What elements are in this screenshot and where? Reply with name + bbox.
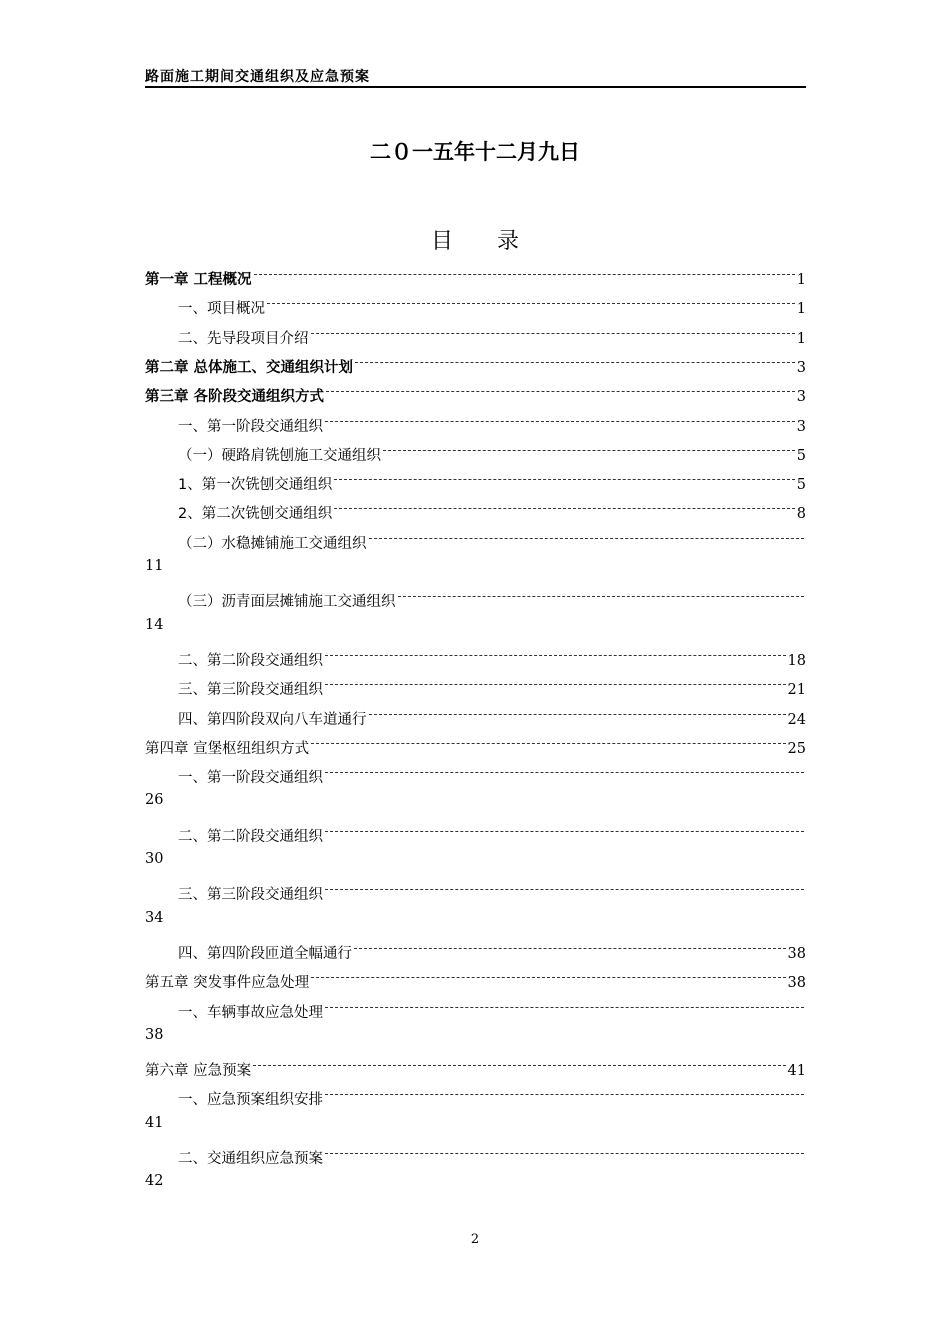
toc-entry-label: 四、第四阶段匝道全幅通行 — [178, 945, 352, 962]
toc-entry[interactable] — [145, 672, 806, 699]
toc-entry-page: 8 — [796, 506, 806, 523]
toc-entry-label: 1、第一次铣刨交通组织 — [178, 477, 333, 494]
toc-entry[interactable] — [145, 936, 806, 962]
running-header: 路面施工期间交通组织及应急预案 — [145, 69, 370, 85]
toc-entry[interactable] — [145, 965, 806, 992]
toc-entry[interactable] — [145, 584, 806, 611]
toc-leader — [367, 526, 807, 548]
toc-leader — [252, 262, 797, 284]
toc-entry-label: 一、应急预案组织安排 — [178, 1092, 323, 1109]
toc-entry-page: 1 — [796, 330, 806, 347]
toc-entry[interactable] — [145, 291, 806, 318]
toc-entry-label: 第三章 各阶段交通组织方式 — [145, 389, 325, 406]
toc-leader — [324, 379, 797, 401]
toc-entry-page: 30 — [145, 851, 164, 867]
toc-entry-label: 二、第二阶段交通组织 — [178, 828, 323, 845]
toc-entry-page: 34 — [145, 909, 164, 926]
toc-entry[interactable] — [145, 1141, 806, 1167]
toc-entry[interactable] — [145, 643, 806, 669]
toc-entry-page: 3 — [796, 359, 806, 376]
toc-entry-label: （三）沥青面层摊铺施工交通组织 — [178, 594, 396, 611]
toc-leader — [323, 877, 806, 899]
toc-entry-page: 21 — [787, 682, 806, 699]
toc-leader — [323, 1141, 806, 1163]
toc-entry-page: 5 — [796, 447, 806, 464]
toc-leader — [352, 936, 788, 958]
toc-entry-page: 5 — [796, 477, 806, 494]
toc-entry-page: 18 — [787, 652, 806, 669]
toc-entry-page: 25 — [787, 740, 806, 757]
toc-leader — [353, 350, 797, 372]
toc-entry-label: 三、第三阶段交通组织 — [178, 682, 323, 699]
toc-entry[interactable] — [145, 467, 806, 494]
toc-leader — [309, 731, 787, 753]
toc-title: 目 录 — [430, 229, 519, 254]
toc-entry-label: 二、第二阶段交通组织 — [178, 652, 323, 669]
toc-entry[interactable] — [145, 496, 806, 523]
toc-entry-label: （一）硬路肩铣刨施工交通组织 — [178, 447, 381, 464]
toc-entry-page: 42 — [145, 1173, 164, 1190]
page-number: 2 — [470, 1232, 480, 1247]
toc-entry[interactable] — [145, 1082, 806, 1109]
toc-entry-label: （二）水稳摊铺施工交通组织 — [178, 535, 367, 552]
toc-entry-page: 38 — [787, 945, 806, 962]
toc-leader — [309, 965, 787, 987]
toc-entry-label: 二、先导段项目介绍 — [178, 330, 309, 347]
toc-entry-label: 一、第一阶段交通组织 — [178, 418, 323, 435]
toc-entry[interactable] — [145, 760, 806, 787]
toc-entry[interactable] — [145, 995, 806, 1021]
toc-leader — [332, 467, 797, 489]
toc-leader — [332, 496, 797, 518]
document-date: 二０一五年十二月九日 — [370, 140, 580, 164]
toc-entry[interactable] — [145, 409, 806, 435]
toc-entry-label: 第五章 突发事件应急处理 — [145, 975, 310, 992]
toc-entry[interactable] — [145, 731, 806, 757]
toc-entry-label: 一、车辆事故应急处理 — [178, 1004, 323, 1021]
toc-entry-page: 3 — [796, 389, 806, 406]
toc-entry-label: 2、第二次铣刨交通组织 — [178, 506, 333, 523]
toc-leader — [251, 1053, 787, 1075]
toc-entry-page: 26 — [145, 792, 164, 809]
toc-leader — [323, 409, 797, 431]
toc-entry-label: 第一章 工程概况 — [145, 272, 252, 288]
toc-entry-page: 3 — [796, 418, 806, 435]
toc-entry[interactable] — [145, 1053, 806, 1080]
toc-entry-label: 二、交通组织应急预案 — [178, 1151, 323, 1167]
toc-leader — [381, 438, 797, 460]
toc-entry-page: 41 — [145, 1114, 164, 1131]
toc-entry-page: 38 — [787, 975, 806, 992]
toc-entry-label: 三、第三阶段交通组织 — [178, 887, 323, 904]
toc-leader — [323, 643, 788, 665]
toc-entry-label: 第六章 应急预案 — [145, 1063, 252, 1080]
toc-entry-page: 14 — [145, 616, 164, 633]
toc-entry-page: 1 — [796, 272, 806, 288]
toc-leader — [309, 321, 797, 343]
toc-leader — [265, 291, 797, 313]
toc-leader — [323, 1082, 806, 1104]
toc-leader — [396, 584, 807, 606]
toc-leader — [323, 760, 806, 782]
toc-entry-label: 一、第一阶段交通组织 — [178, 770, 323, 787]
toc-leader — [367, 702, 788, 724]
toc-entry[interactable] — [145, 877, 806, 904]
toc-entry[interactable] — [145, 819, 806, 845]
toc-leader — [323, 995, 806, 1017]
toc-entry[interactable] — [145, 379, 806, 406]
toc-leader — [323, 819, 806, 841]
toc-entry[interactable] — [145, 350, 806, 376]
toc-leader — [323, 672, 788, 694]
toc-entry-page: 1 — [796, 301, 806, 318]
toc-entry-label: 第二章 总体施工、交通组织计划 — [145, 359, 354, 376]
header-rule — [145, 86, 806, 88]
toc-entry[interactable] — [145, 262, 806, 288]
toc-entry[interactable] — [145, 321, 806, 347]
toc-entry-label: 第四章 宣堡枢纽组织方式 — [145, 740, 310, 757]
toc-entry-page: 24 — [787, 711, 806, 728]
toc-entry[interactable] — [145, 526, 806, 552]
toc-entry-page: 11 — [145, 558, 164, 574]
toc-entry-page: 41 — [787, 1063, 806, 1080]
toc-entry-label: 一、项目概况 — [178, 301, 265, 318]
toc-entry[interactable] — [145, 702, 806, 728]
toc-entry-page: 38 — [145, 1026, 164, 1043]
toc-entry-label: 四、第四阶段双向八车道通行 — [178, 711, 367, 728]
toc-entry[interactable] — [145, 438, 806, 464]
